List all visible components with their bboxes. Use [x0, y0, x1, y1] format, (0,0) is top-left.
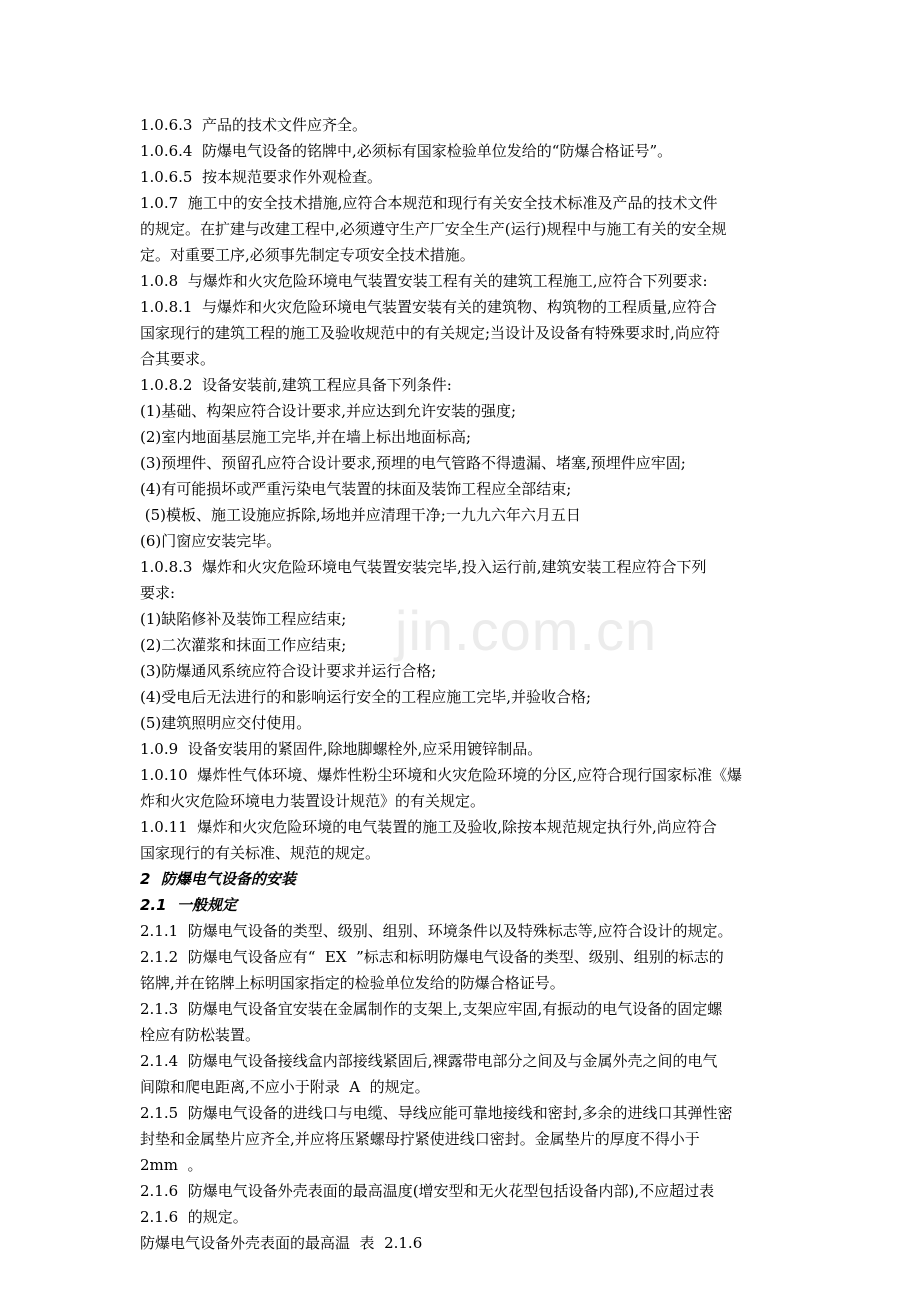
text-line: 国家现行的建筑工程的施工及验收规范中的有关规定;当设计及设备有特殊要求时,尚应符 [140, 324, 720, 342]
text-line: 要求: [140, 584, 176, 602]
text-line: 合其要求。 [140, 350, 216, 368]
text-line: 2.1.2 防爆电气设备应有“ EX ”标志和标明防爆电气设备的类型、级别、组别的标志的 [140, 948, 724, 966]
document-body [140, 112, 780, 1256]
text-line: 炸和火灾危险环境电力装置设计规范》的有关规定。 [140, 792, 486, 810]
text-line: 1.0.7 施工中的安全技术措施,应符合本规范和现行有关安全技术标准及产品的技术文件 [140, 194, 718, 212]
text-line: 1.0.10 爆炸性气体环境、爆炸性粉尘环境和火灾危险环境的分区,应符合现行国家标准《爆 [140, 766, 743, 784]
text-line: 1.0.8.1 与爆炸和火灾危险环境电气装置安装有关的建筑物、构筑物的工程质量,应符合 [140, 298, 717, 316]
text-line: 2mm 。 [140, 1156, 203, 1174]
text-line: 定。对重要工序,必须事先制定专项安全技术措施。 [140, 246, 475, 264]
text-line: (2)二次灌浆和抹面工作应结束; [140, 636, 347, 654]
text-line: (1)基础、构架应符合设计要求,并应达到允许安装的强度; [140, 402, 517, 420]
chapter-heading: 2 防爆电气设备的安装 [140, 870, 296, 888]
text-line: 2.1.3 防爆电气设备宜安装在金属制作的支架上,支架应牢固,有振动的电气设备的固定螺 [140, 1000, 723, 1018]
text-line: 国家现行的有关标准、规范的规定。 [140, 844, 381, 862]
text-line: 间隙和爬电距离,不应小于附录 A 的规定。 [140, 1078, 430, 1096]
text-line: 的规定。在扩建与改建工程中,必须遵守生产厂安全生产(运行)规程中与施工有关的安全规 [140, 220, 727, 238]
text-line: (2)室内地面基层施工完毕,并在墙上标出地面标高; [140, 428, 472, 446]
text-line: 2.1.6 的规定。 [140, 1208, 248, 1226]
text-line: 封垫和金属垫片应齐全,并应将压紧螺母拧紧使进线口密封。金属垫片的厚度不得小于 [140, 1130, 700, 1148]
text-line: (3)防爆通风系统应符合设计要求并运行合格; [140, 662, 437, 680]
text-line: 2.1.1 防爆电气设备的类型、级别、组别、环境条件以及特殊标志等,应符合设计的规定。 [140, 922, 733, 940]
text-line: 铭牌,并在铭牌上标明国家指定的检验单位发给的防爆合格证号。 [140, 974, 565, 992]
text-line: 1.0.8.3 爆炸和火灾危险环境电气装置安装完毕,投入运行前,建筑安装工程应符合下列 [140, 558, 707, 576]
text-line: 防爆电气设备外壳表面的最高温 表 2.1.6 [140, 1234, 423, 1252]
text-line: 栓应有防松装置。 [140, 1026, 261, 1044]
text-line: (5)建筑照明应交付使用。 [140, 714, 312, 732]
text-line: (4)受电后无法进行的和影响运行安全的工程应施工完毕,并验收合格; [140, 688, 592, 706]
text-line: 2.1.5 防爆电气设备的进线口与电缆、导线应能可靠地接线和密封,多余的进线口其弹性密 [140, 1104, 733, 1122]
text-line: (3)预埋件、预留孔应符合设计要求,预埋的电气管路不得遗漏、堵塞,预埋件应牢固; [140, 454, 686, 472]
text-line: 1.0.9 设备安装用的紧固件,除地脚螺栓外,应采用镀锌制品。 [140, 740, 543, 758]
text-line: 1.0.6.5 按本规范要求作外观检查。 [140, 168, 383, 186]
text-line: 2.1.4 防爆电气设备接线盒内部接线紧固后,裸露带电部分之间及与金属外壳之间的电气 [140, 1052, 718, 1070]
text-line: (1)缺陷修补及装饰工程应结束; [140, 610, 347, 628]
section-heading: 2.1 一般规定 [140, 896, 238, 914]
text-line: 2.1.6 防爆电气设备外壳表面的最高温度(增安型和无火花型包括设备内部),不应超过表 [140, 1182, 715, 1200]
text-line: 1.0.6.3 产品的技术文件应齐全。 [140, 116, 368, 134]
text-line: 1.0.8 与爆炸和火灾危险环境电气装置安装工程有关的建筑工程施工,应符合下列要求: [140, 272, 708, 290]
text-line: (4)有可能损坏或严重污染电气装置的抹面及装饰工程应全部结束; [140, 480, 572, 498]
text-line: 1.0.6.4 防爆电气设备的铭牌中,必须标有国家检验单位发给的“防爆合格证号”。 [140, 142, 673, 160]
watermark-text: jin.com.cn [395, 599, 658, 662]
text-line: (5)模板、施工设施应拆除,场地并应清理干净;一九九六年六月五日 [140, 506, 581, 524]
text-line: 1.0.11 爆炸和火灾危险环境的电气装置的施工及验收,除按本规范规定执行外,尚应符合 [140, 818, 717, 836]
text-line: 1.0.8.2 设备安装前,建筑工程应具备下列条件: [140, 376, 452, 394]
text-line: (6)门窗应安装完毕。 [140, 532, 282, 550]
